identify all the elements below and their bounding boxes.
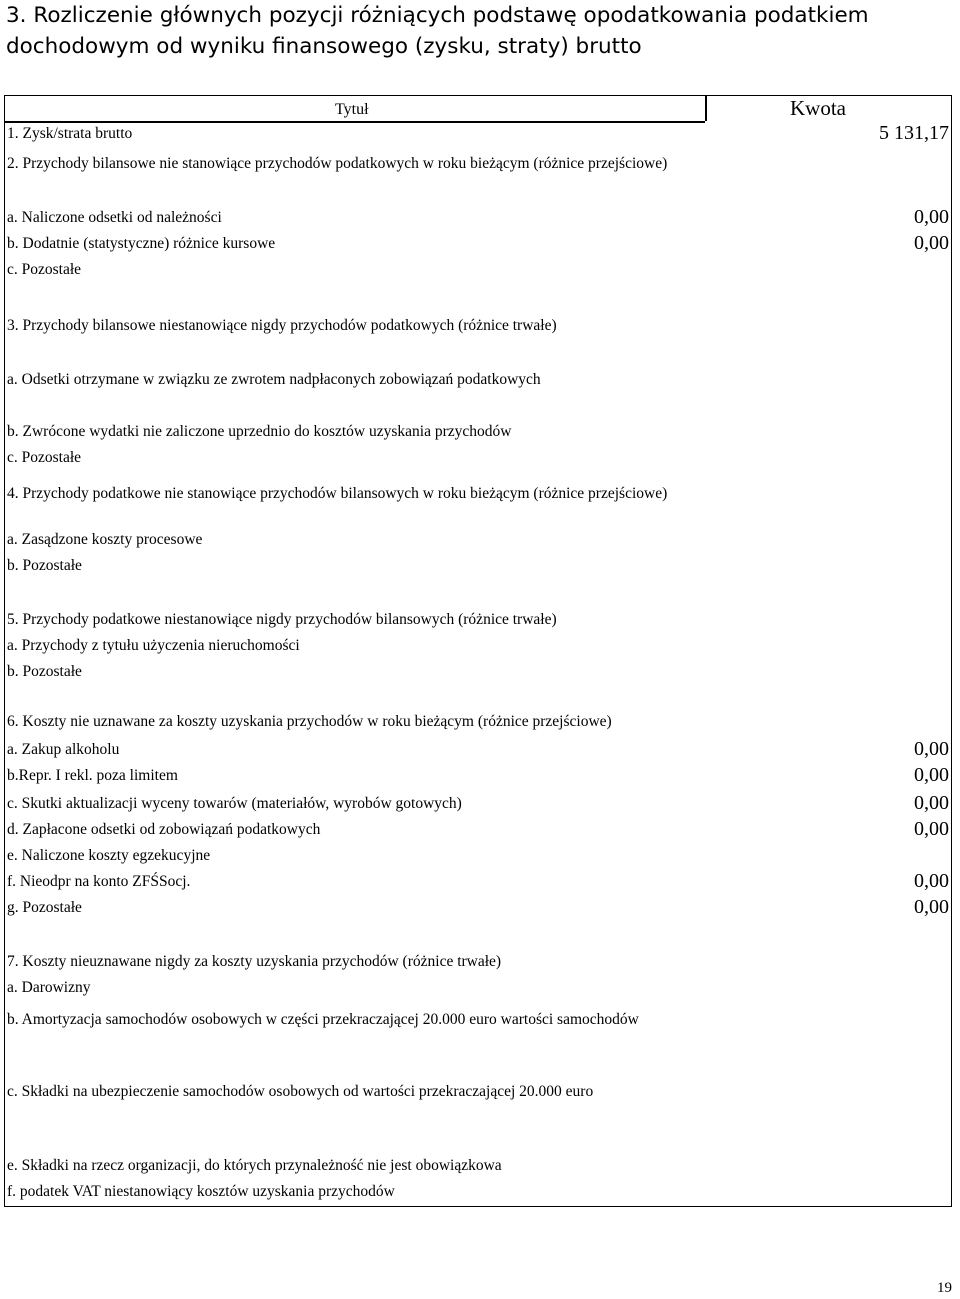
row-label: a. Zasądzone koszty procesowe — [7, 531, 203, 548]
row-amount: 0,00 — [914, 764, 949, 786]
row-label: a. Darowizny — [7, 979, 91, 996]
row-amount: 0,00 — [914, 206, 949, 228]
row-label: 6. Koszty nie uznawane za koszty uzyskania przychodów w roku bieżącym (różnice przejściowe) — [7, 713, 612, 730]
row-label: b.Repr. I rekl. poza limitem — [7, 767, 178, 784]
row-label: 5. Przychody podatkowe niestanowiące nigdy przychodów bilansowych (różnice trwałe) — [7, 611, 557, 628]
row-amount: 0,00 — [914, 818, 949, 840]
row-label: f. podatek VAT niestanowiący kosztów uzyskania przychodów — [7, 1183, 395, 1200]
header-divider — [5, 121, 705, 123]
row-label: f. Nieodpr na konto ZFŚSocj. — [7, 873, 191, 890]
row-label: a. Zakup alkoholu — [7, 741, 120, 758]
row-label: 2. Przychody bilansowe nie stanowiące przychodów podatkowych w roku bieżącym (różnice przejściowe) — [7, 155, 668, 172]
row-label: a. Naliczone odsetki od należności — [7, 209, 222, 226]
row-label: c. Składki na ubezpieczenie samochodów osobowych od wartości przekraczającej 20.000 euro — [7, 1083, 594, 1100]
row-label: c. Pozostałe — [7, 449, 82, 466]
row-label: c. Skutki aktualizacji wyceny towarów (materiałów, wyrobów gotowych) — [7, 795, 462, 812]
row-label: a. Odsetki otrzymane w związku ze zwrotem nadpłaconych zobowiązań podatkowych — [7, 371, 541, 388]
row-label: g. Pozostałe — [7, 899, 82, 916]
row-label: d. Zapłacone odsetki od zobowiązań podatkowych — [7, 821, 321, 838]
reconciliation-table — [4, 95, 952, 1207]
row-label: e. Składki na rzecz organizacji, do których przynależność nie jest obowiązkowa — [7, 1157, 502, 1174]
row-label: 3. Przychody bilansowe niestanowiące nigdy przychodów podatkowych (różnice trwałe) — [7, 317, 557, 334]
row-label: b. Pozostałe — [7, 557, 82, 574]
row-label: 7. Koszty nieuznawane nigdy za koszty uzyskania przychodów (różnice trwałe) — [7, 953, 502, 970]
row-amount: 0,00 — [914, 792, 949, 814]
row-amount: 5 131,17 — [879, 122, 949, 144]
row-label: 1. Zysk/strata brutto — [7, 125, 133, 142]
page-heading: 3. Rozliczenie głównych pozycji różniących podstawę opodatkowania podatkiem dochodowym od wyniku finansowego (zysku, straty) brutto — [6, 3, 869, 59]
row-amount: 0,00 — [914, 870, 949, 892]
row-label: e. Naliczone koszty egzekucyjne — [7, 847, 211, 864]
row-amount: 0,00 — [914, 738, 949, 760]
row-label: b. Dodatnie (statystyczne) różnice kursowe — [7, 235, 276, 252]
row-label: c. Pozostałe — [7, 261, 82, 278]
row-label: a. Przychody z tytułu użyczenia nieruchomości — [7, 637, 300, 654]
row-label: 4. Przychody podatkowe nie stanowiące przychodów bilansowych w roku bieżącym (różnice przejściowe) — [7, 485, 668, 502]
column-divider — [705, 96, 707, 121]
row-label: b. Zwrócone wydatki nie zaliczone uprzednio do kosztów uzyskania przychodów — [7, 423, 512, 440]
row-label: b. Pozostałe — [7, 663, 82, 680]
row-label: b. Amortyzacja samochodów osobowych w części przekraczającej 20.000 euro wartości samochodów — [7, 1011, 639, 1028]
column-title-header: Tytuł — [335, 101, 369, 118]
page-number: 19 — [937, 1280, 952, 1296]
row-amount: 0,00 — [914, 896, 949, 918]
column-amount-header: Kwota — [790, 96, 846, 120]
row-amount: 0,00 — [914, 232, 949, 254]
